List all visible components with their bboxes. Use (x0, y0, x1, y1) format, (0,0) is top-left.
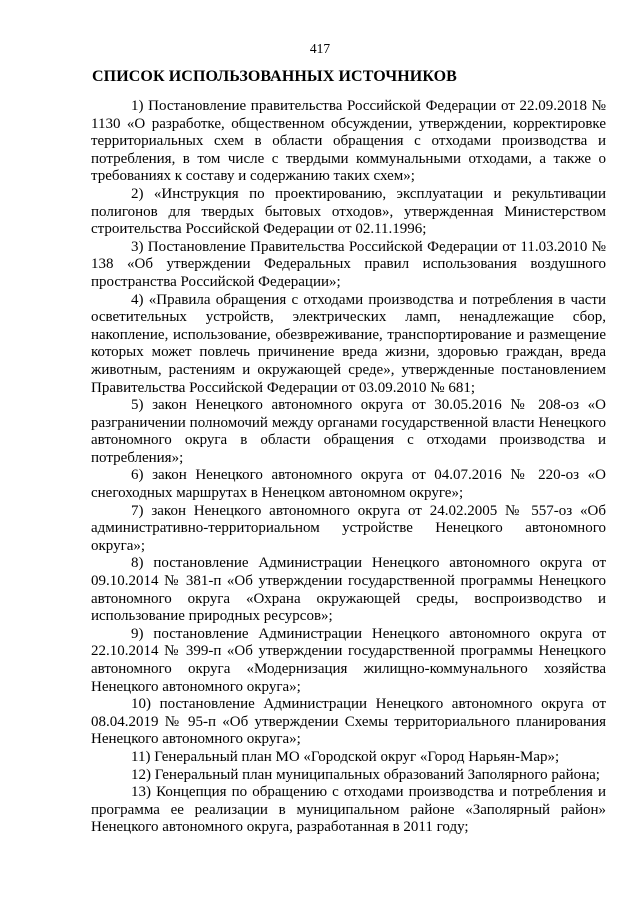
list-item: 6) закон Ненецкого автономного округа от 04.07.2016 № 220-оз «О снегоходных маршрутах в Ненецком автономном округе»; (91, 467, 606, 502)
list-item: 13) Концепция по обращению с отходами производства и потребления и программа ее реализации в муниципальном районе «Заполярный район» Ненецкого автономного округа, разработанная в 2011 году; (91, 784, 606, 836)
page-title: СПИСОК ИСПОЛЬЗОВАННЫХ ИСТОЧНИКОВ (92, 68, 457, 85)
list-item: 11) Генеральный план МО «Городской округ «Город Нарьян-Мар»; (131, 748, 560, 765)
list-item: 12) Генеральный план муниципальных образований Заполярного района; (131, 766, 600, 783)
list-item: 7) закон Ненецкого автономного округа от 24.02.2005 № 557-оз «Об административно-территориальном устройстве Ненецкого автономного округа»; (91, 502, 606, 554)
list-item: 3) Постановление Правительства Российской Федерации от 11.03.2010 № 138 «Об утверждении Федеральных правил использования воздушного пространства Российской Федерации»; (91, 238, 606, 290)
sources-list (91, 98, 606, 837)
list-item: 9) постановление Администрации Ненецкого автономного округа от 22.10.2014 № 399-п «Об утверждении государственной программы Ненецкого автономного округа «Модернизация жилищно-коммунального хозяйства Ненецкого автономного округа»; (91, 625, 606, 695)
list-item: 4) «Правила обращения с отходами производства и потребления в части осветительных устройств, электрических ламп, ненадлежащие сбор, накопление, использование, обезвреживание, транспортирование и размещение которых может повлечь причинение вреда жизни, здоровью граждан, вреда животным, растениям и окружающей среде», утвержденные постановлением Правительства Российской Федерации от 03.09.2010 № 681; (91, 291, 606, 396)
list-item: 1) Постановление правительства Российской Федерации от 22.09.2018 № 1130 «О разработке, общественном обсуждении, утверждении, корректировке территориальных схем в области обращения с отходами производства и потребления, в том числе с твердыми коммунальными отходами, а также о требованиях к составу и содержанию таких схем»; (91, 98, 606, 185)
list-item: 10) постановление Администрации Ненецкого автономного округа от 08.04.2019 № 95-п «Об утверждении Схемы территориального планирования Ненецкого автономного округа»; (91, 696, 606, 748)
list-item: 5) закон Ненецкого автономного округа от 30.05.2016 № 208-оз «О разграничении полномочий между органами государственной власти Ненецкого автономного округа в области обращения с отходами производства и потребления»; (91, 397, 606, 466)
list-item: 2) «Инструкция по проектированию, эксплуатации и рекультивации полигонов для твердых бытовых отходов», утвержденная Министерством строительства Российской Федерации от 02.11.1996; (91, 185, 606, 238)
list-item: 8) постановление Администрации Ненецкого автономного округа от 09.10.2014 № 381-п «Об утверждении государственной программы Ненецкого автономного округа «Охрана окружающей среды, воспроизводство и использование природных ресурсов»; (91, 555, 606, 625)
page-number: 417 (309, 41, 331, 56)
